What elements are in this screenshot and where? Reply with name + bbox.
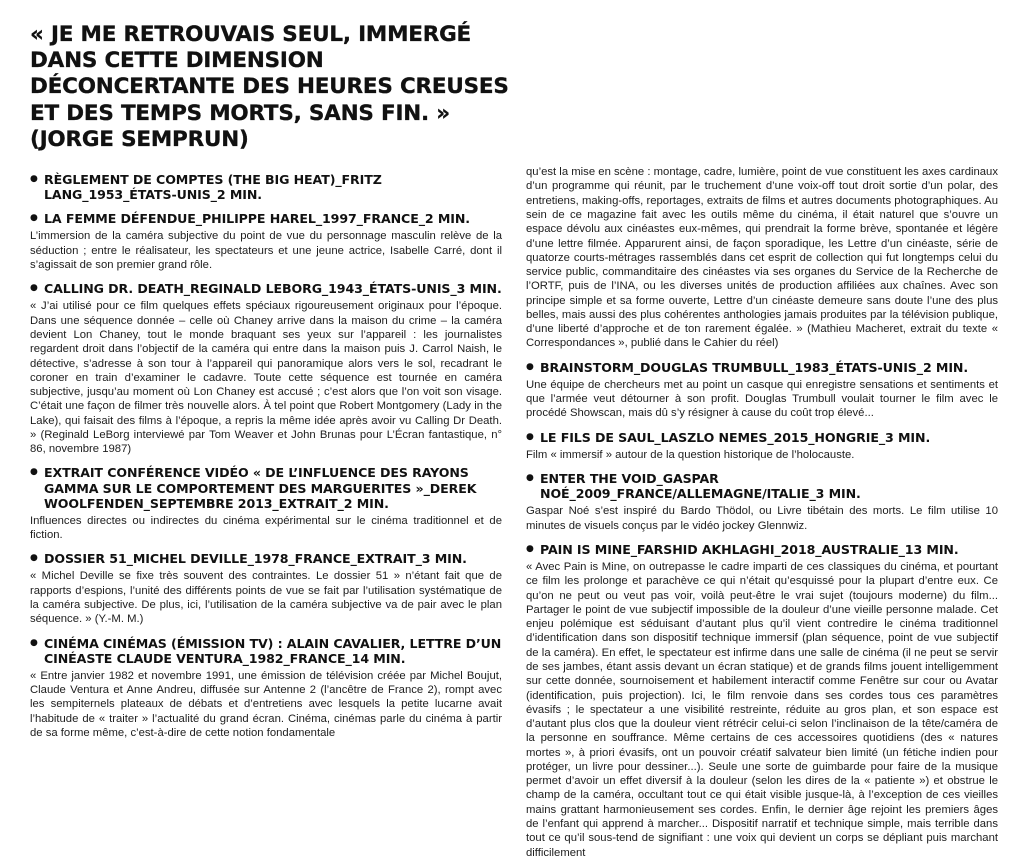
- entry-title: ● BRAINSTORM_DOUGLAS TRUMBULL_1983_ÉTATS-UNIS_2 MIN.: [526, 360, 998, 375]
- left-column: [30, 163, 502, 740]
- entry-title: ● PAIN IS MINE_FARSHID AKHLAGHI_2018_AUSTRALIE_13 MIN.: [526, 542, 998, 557]
- entry-body: Influences directes ou indirectes du cinéma expérimental sur le cinéma traditionnel et de fiction.: [30, 514, 502, 542]
- entry-body: « Michel Deville se fixe très souvent des contraintes. Le dossier 51 » n’étant fait que de rapports d’espions, l’unité des différents points de vue se fait par l’utilisation systématique de la caméra subjective. De plus, ici, l’utilisation de la caméra subjective va de pair avec le plan séquence. » (Y.-M. M.): [30, 570, 502, 626]
- entry-body: L’immersion de la caméra subjective du point de vue du personnage masculin relève de la séduction ; entre le réalisateur, les spectateurs et une jeune actrice, Isabelle Carré, dont il s’agissait de son premier grand rôle.: [30, 230, 502, 271]
- entry-body: « Avec Pain is Mine, on outrepasse le cadre imparti de ces classiques du cinéma, et pourtant ce film les prolonge et parachève ce qui n’était qu’esquissé pour la plupart d’entre eux. Ce qu’on ne peut ou veut pas voir, voilà peut-être le vrai sujet (toujours moderne) du film... Partager le point de vue subjectif impossible de la douleur d’une vieille personne malade. Cet enjeu polémique est séduisant d’autant plus qu’il vient contredire le cinéma traditionnel d’identification dans son dispositif technique immersif (plan séquence, point de vue subjectif de la caméra). En effet, le spectateur est infirme dans une salle de cinéma (il ne peut se servir de ses jambes, étant assis devant un écran statique) et de grands films jouent intelligemment sur cette donnée, sournoisement et habilement interactif comme Fenêtre sur cour ou Avatar (identification, puis projection). Ici, le film renvoie dans ses cordes tous ces paramètres évasifs ; le spectateur a une visibilité restreinte, réduite au gros plan, et son espace est d’autant plus clos que la douleur vient rétrécir celui-ci selon l’inclinaison de la tête/caméra de la personne en souffrance. Même certains de ces accessoires quotidiens (des « natures mortes », à priori évasifs, ont un pouvoir créatif salvateur bien limité (un fétiche indien pour protéger, un livre pour dessiner...). Seule une sorte de guimbarde pour faire de la musique permet d’avoir un effet diversif à la douleur (selon les dires de la « patiente ») et obstrue le champ de la caméra, occultant tout ce qui était visible jusque-là, à l’exception de ces vieilles mains grattant harmonieusement ses cordes. Enfin, le dernier âge rejoint les premiers âges de l’enfant qui apprend à marcher... Dispositif narratif et technique simple, mais terrible dans tout ce qu’il sous-tend de signifiant : une voix qui devient un corps se dépliant puis marchant difficilement: [526, 560, 998, 859]
- entry-title: ● RÈGLEMENT DE COMPTES (THE BIG HEAT)_FRITZ LANG_1953_ÉTATS-UNIS_2 MIN.: [30, 172, 502, 202]
- entry-title: ● LE FILS DE SAUL_LASZLO NEMES_2015_HONGRIE_3 MIN.: [526, 430, 998, 445]
- entry-body: Film « immersif » autour de la question historique de l’holocauste.: [526, 448, 855, 461]
- entry-title: ● ENTER THE VOID_GASPAR NOÉ_2009_FRANCE/ALLEMAGNE/ITALIE_3 MIN.: [526, 471, 998, 501]
- entry-body: « J’ai utilisé pour ce film quelques effets spéciaux rigoureusement originaux pour l’époque. Dans une séquence donnée – celle où Chaney arrive dans la maison du crime – la caméra devient Lon Chaney, tout le monde braquant ses yeux sur l’appareil : les journalistes regardent droit dans l’objectif de la caméra qui entre dans la maison puis J. Carrol Naish, le détective, s’adresse à son tour à l’appareil qui panoramique alors vers le sol, recadrant le coroner en train d’examiner le cadavre. Toute cette séquence est tournée en caméra subjective, jusqu’au moment où Lon Chaney est accusé ; c’est alors que l’on voit son visage. C’était une façon de filmer très nouvelle alors. À tel point que Robert Montgomery (Lady in the Lake), qui faisait des films à l’époque, a repris la même idée après avoir vu Calling Dr Death. » (Reginald LeBorg interviewé par Tom Weaver et John Brunas pour L’Écran fantastique, n° 86, novembre 1987): [30, 300, 502, 456]
- entry-body: « Entre janvier 1982 et novembre 1991, une émission de télévision créée par Michel Boujut, Claude Ventura et Anne Andreu, diffusée sur Antenne 2 (l’ancêtre de France 2), rompt avec les sempiternels plateaux de débats et d’entretiens avec lesquels la petite lucarne avait l’habitude de « traiter » l’actualité du grand écran. Cinéma, cinémas parle du cinéma à partir de sa forme même, c’est-à-dire de cette notion fondamentale: [30, 669, 502, 739]
- entry-title: ● EXTRAIT CONFÉRENCE VIDÉO « DE L’INFLUENCE DES RAYONS GAMMA SUR LE COMPORTEMENT DES MARGUERITES »_DEREK WOOLFENDEN_SEPTEMBRE 2013_EXTRAIT_2 MIN.: [30, 465, 502, 510]
- two-column-layout: [30, 163, 998, 860]
- page-headline: « JE ME RETROUVAIS SEUL, IMMERGÉ DANS CETTE DIMENSION DÉCONCERTANTE DES HEURES CREUSES ET DES TEMPS MORTS, SANS FIN. » (JORGE SEMPRUN): [30, 22, 509, 152]
- entry-body: Une équipe de chercheurs met au point un casque qui enregistre sensations et sentiments et que l’armée veut détourner à son profit. Douglas Trumbull voulait tourner le film avec le procédé Showscan, mais dû s’y résigner à cause du coût trop élevé...: [526, 378, 998, 420]
- entry-title: ● DOSSIER 51_MICHEL DEVILLE_1978_FRANCE_EXTRAIT_3 MIN.: [30, 551, 502, 566]
- continued-paragraph: qu’est la mise en scène : montage, cadre, lumière, point de vue constituent les axes cardinaux d’un programme qui réunit, par le truchement d’une voix-off tout droit sortie d’un polar, des entretiens, making-offs, reportages, extraits de films et autres documents photographiques. Au sein de ce magazine fait avec les outils même du cinéma, il était naturel que s’ouvre un espace dévolu aux cinéastes eux-mêmes, qui prendrait la forme brève, spontanée et légère d’une lettre filmée. Apparurent ainsi, de façon sporadique, les Lettre d’un cinéaste, série de quatorze courts-métrages rassemblés dans cet esprit de collection qui fut longtemps celui du service public, commanditaire des cinéastes via ses organes du Service de la Recherche de l’ORTF, puis de l’INA, ou les diverses unités de production affiliées aux chaînes. Avec son principe simple et sa forme ouverte, Lettre d’un cinéaste demeure sans doute l’une des plus belles, mais aussi des plus cohérentes anthologies jamais produites par la télévision publique, d’une liberté d’approche et de ton rarement égalée. » (Mathieu Macheret, extrait du texte « Correspondances », publié dans le Cahier du réel): [526, 166, 998, 350]
- right-column: [526, 163, 998, 860]
- entry-title: ● LA FEMME DÉFENDUE_PHILIPPE HAREL_1997_FRANCE_2 MIN.: [30, 211, 502, 226]
- entry-title: ● CINÉMA CINÉMAS (ÉMISSION TV) : ALAIN CAVALIER, LETTRE D’UN CINÉASTE CLAUDE VENTURA_1982_FRANCE_14 MIN.: [30, 636, 502, 666]
- entry-body: Gaspar Noé s’est inspiré du Bardo Thödol, ou Livre tibétain des morts. Le film utilise 10 minutes de visuels conçus par le vidéo jockey Glennwiz.: [526, 505, 998, 532]
- entry-title: ● CALLING DR. DEATH_REGINALD LEBORG_1943_ÉTATS-UNIS_3 MIN.: [30, 281, 502, 296]
